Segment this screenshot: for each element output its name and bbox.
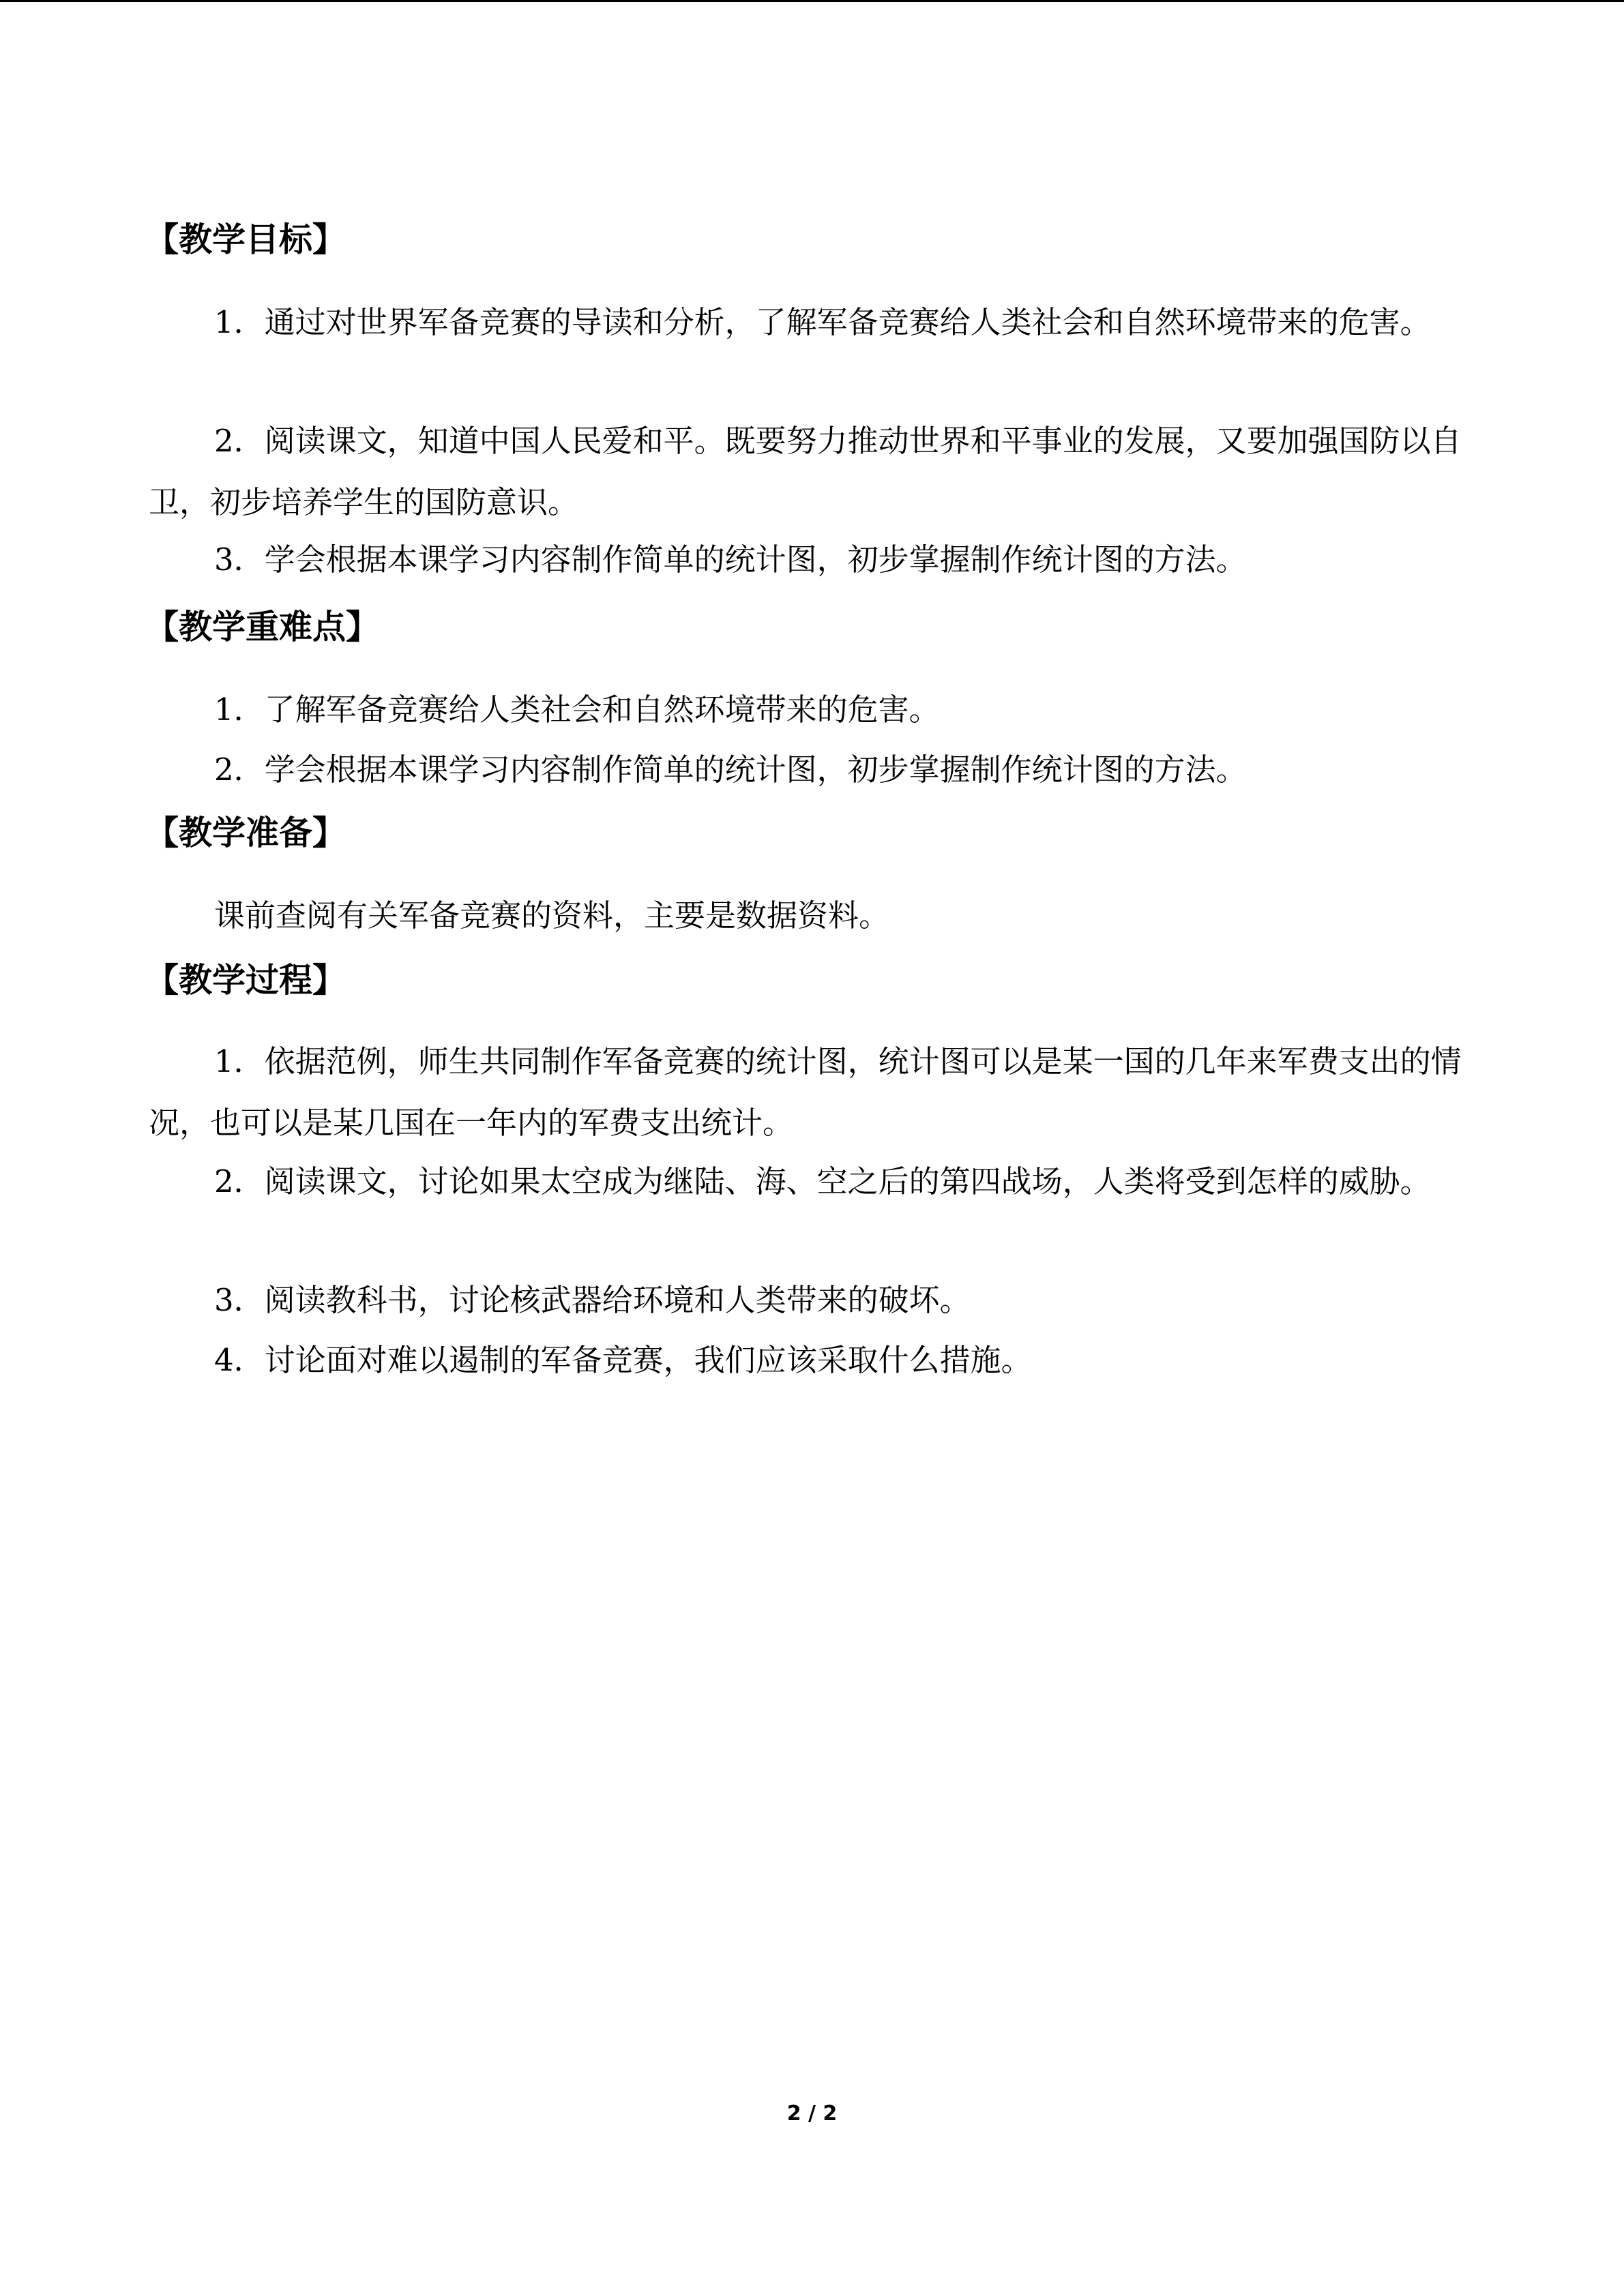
process-item-4: 4．讨论面对难以遏制的军备竞赛，我们应该采取什么措施。 — [214, 1342, 1032, 1378]
section-heading-key-points: 【教学重难点】 — [145, 608, 380, 646]
key-point-item-2: 2．学会根据本课学习内容制作简单的统计图，初步掌握制作统计图的方法。 — [214, 751, 1247, 788]
process-item-1: 1．依据范例，师生共同制作军备竞赛的统计图，统计图可以是某一国的几年来军费支出的情况，也可以是某几国在一年内的军费支出统计。 — [149, 1043, 1462, 1141]
objective-item-1: 1．通过对世界军备竞赛的导读和分析，了解军备竞赛给人类社会和自然环境带来的危害。 — [214, 304, 1431, 340]
page-number: 2 / 2 — [786, 2102, 838, 2126]
section-heading-process: 【教学过程】 — [145, 961, 346, 1000]
objective-item-3: 3．学会根据本课学习内容制作简单的统计图，初步掌握制作统计图的方法。 — [214, 541, 1247, 578]
process-item-2: 2．阅读课文，讨论如果太空成为继陆、海、空之后的第四战场，人类将受到怎样的威胁。 — [214, 1163, 1431, 1199]
process-item-3: 3．阅读教科书，讨论核武器给环境和人类带来的破坏。 — [214, 1282, 971, 1318]
preparation-item-1: 课前查阅有关军备竞赛的资料，主要是数据资料。 — [214, 897, 890, 934]
section-heading-objectives: 【教学目标】 — [145, 220, 346, 259]
key-point-item-1: 1．了解军备竞赛给人类社会和自然环境带来的危害。 — [214, 691, 940, 728]
objective-item-2: 2．阅读课文，知道中国人民爱和平。既要努力推动世界和平事业的发展，又要加强国防以自卫，初步培养学生的国防意识。 — [149, 423, 1462, 520]
section-heading-preparation: 【教学准备】 — [145, 814, 346, 852]
